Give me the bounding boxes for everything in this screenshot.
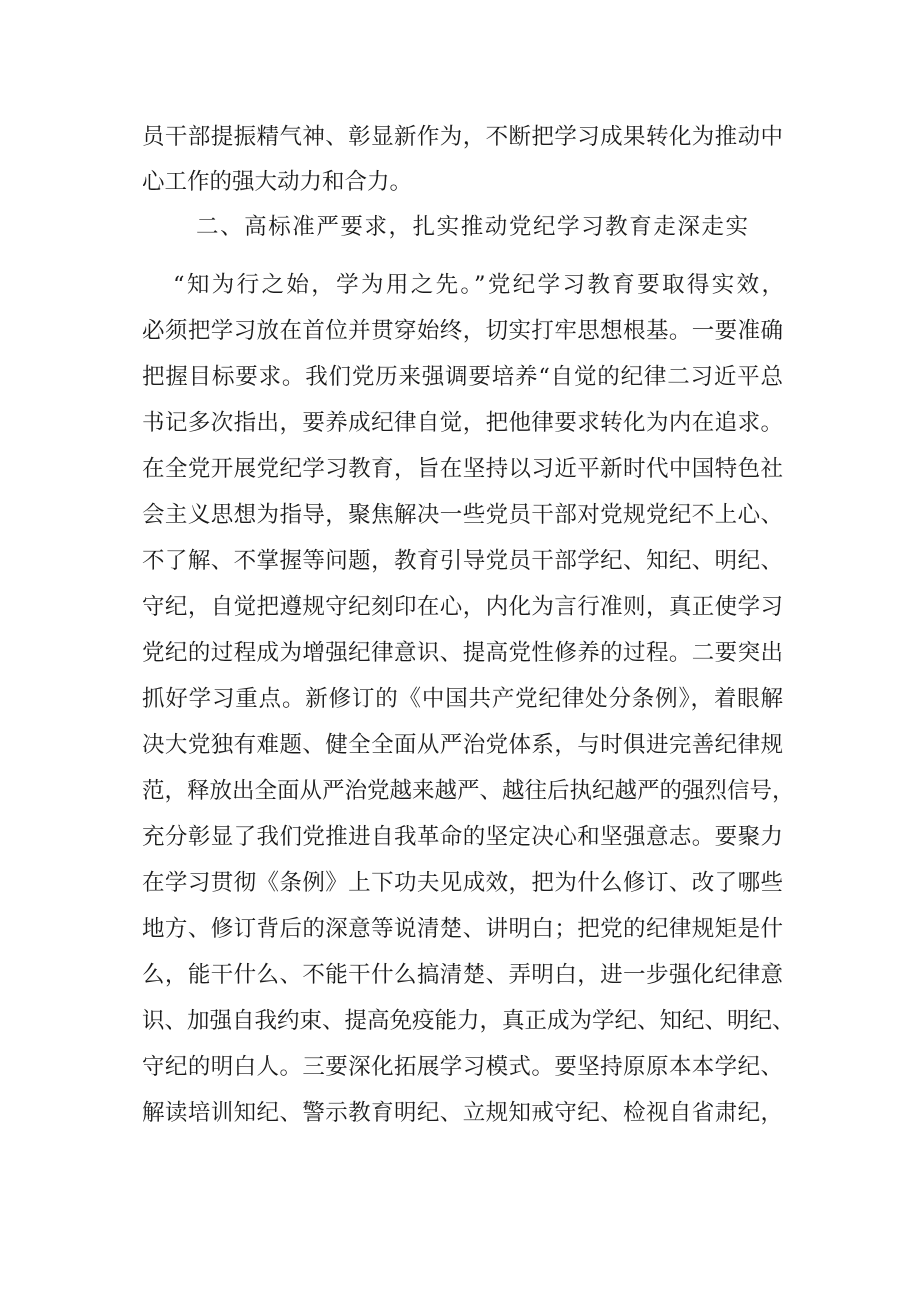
text-line-content: 党纪的过程成为增强纪律意识、提高党性修养的过程。二要突出 — [142, 640, 783, 666]
text-line-content: 守纪，自觉把遵规守纪刻印在心，内化为言行准则，真正使学习 — [142, 594, 783, 620]
text-line — [0, 585, 920, 629]
section-heading — [0, 205, 920, 249]
text-line — [0, 769, 920, 813]
text-line — [0, 493, 920, 537]
text-line-content: 么，能干什么、不能干什么搞清楚、弄明白，进一步强化纪律意 — [142, 962, 783, 988]
text-line-content: 书记多次指出，要养成纪律自觉，把他律要求转化为内在追求。 — [142, 410, 783, 436]
text-line-content: 抓好学习重点。新修订的《中国共产党纪律处分条例》，着眼解 — [142, 686, 783, 712]
text-line — [0, 447, 920, 491]
text-line-content: 在学习贯彻《条例》上下功夫见成效，把为什么修订、改了哪些 — [142, 870, 783, 896]
text-line — [0, 999, 920, 1043]
text-line — [0, 160, 920, 204]
text-line-content: 识、加强自我约束、提高免疫能力，真正成为学纪、知纪、明纪、 — [142, 1008, 795, 1034]
text-line-content: 决大党独有难题、健全全面从严治党体系，与时俱进完善纪律规 — [142, 732, 783, 758]
text-line-content: 会主义思想为指导，聚焦解决一些党员干部对党规党纪不上心、 — [142, 502, 783, 528]
text-line-content: 充分彰显了我们党推进自我革命的坚定决心和坚强意志。要聚力 — [142, 824, 783, 850]
text-line-content: 必须把学习放在首位并贯穿始终，切实打牢思想根基。一要准确 — [142, 318, 783, 344]
text-line — [0, 263, 920, 307]
text-line-content: 在全党开展党纪学习教育，旨在坚持以习近平新时代中国特色社 — [142, 456, 783, 482]
text-line-content: 地方、修订背后的深意等说清楚、讲明白；把党的纪律规矩是什 — [142, 916, 783, 942]
text-line-content: 不了解、不掌握等问题，教育引导党员干部学纪、知纪、明纪、 — [142, 548, 783, 574]
text-line-content: 心工作的强大动力和合力。 — [142, 169, 413, 195]
text-line — [0, 861, 920, 905]
text-line — [0, 1091, 920, 1135]
text-line-content: 守纪的明白人。三要深化拓展学习模式。要坚持原原本本学纪、 — [142, 1054, 783, 1080]
text-line-content: 范，释放出全面从严治党越来越严、越往后执纪越严的强烈信号， — [142, 778, 795, 804]
text-line — [0, 907, 920, 951]
text-line — [0, 1045, 920, 1089]
text-line-content: 把握目标要求。我们党历来强调要培养“自觉的纪律二习近平总 — [142, 364, 783, 390]
text-line — [0, 355, 920, 399]
text-line — [0, 115, 920, 159]
text-line — [0, 677, 920, 721]
text-line-content: 解读培训知纪、警示教育明纪、立规知戒守纪、检视自省肃纪， — [142, 1100, 783, 1126]
text-line — [0, 631, 920, 675]
text-line — [0, 401, 920, 445]
text-line — [0, 815, 920, 859]
text-line — [0, 309, 920, 353]
text-line-content: 员干部提振精气神、彰显新作为，不断把学习成果转化为推动中 — [142, 124, 783, 150]
text-line — [0, 539, 920, 583]
text-line — [0, 953, 920, 997]
text-line — [0, 723, 920, 767]
text-line-content: “知为行之始，学为用之先。”党纪学习教育要取得实效， — [173, 272, 784, 298]
section-heading-text: 二、高标准严要求，扎实推动党纪学习教育走深走实 — [196, 214, 748, 240]
